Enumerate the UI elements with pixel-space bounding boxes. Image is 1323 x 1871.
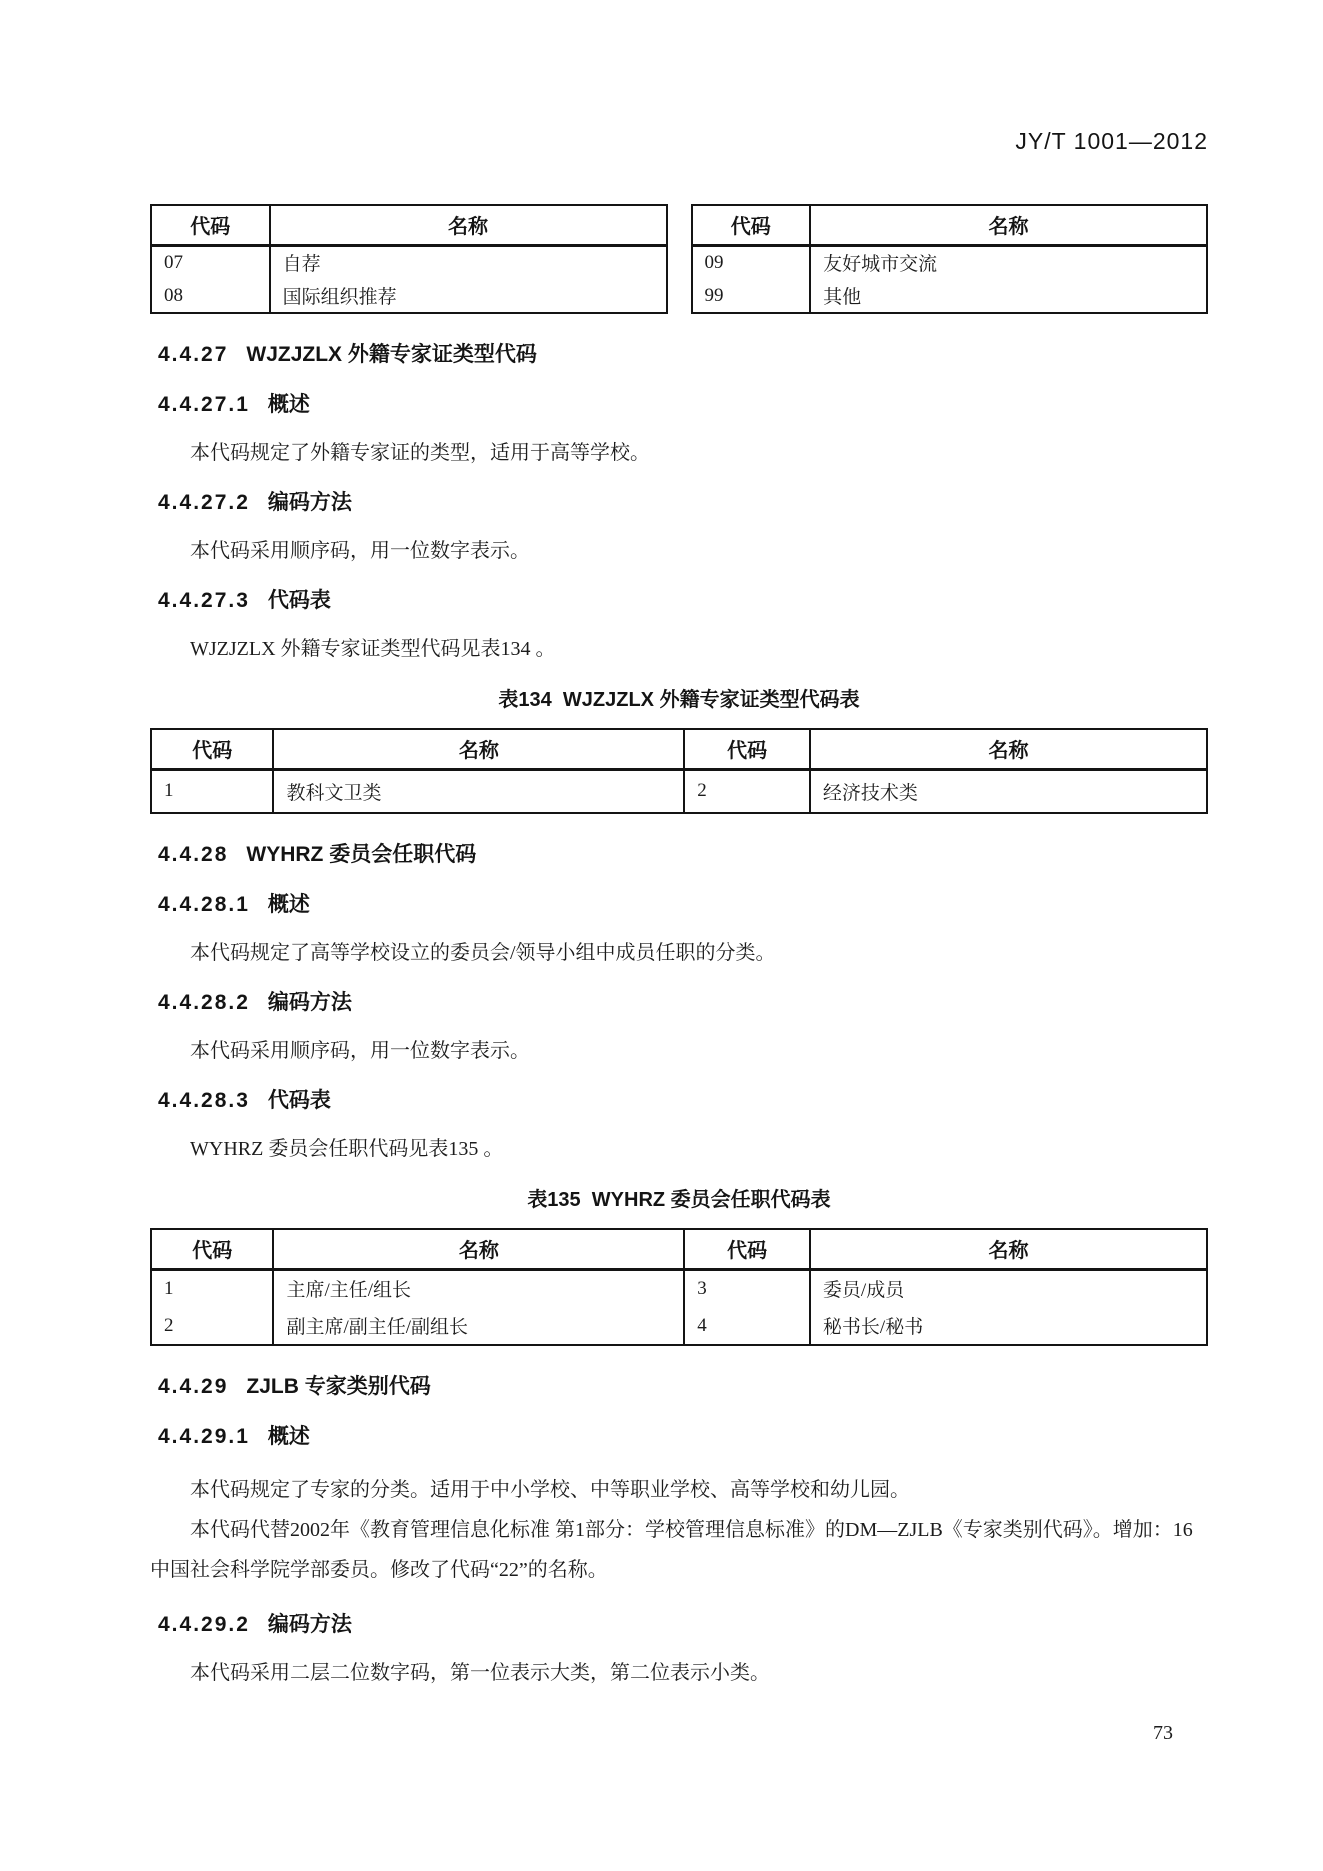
table-row [151, 1269, 1207, 1307]
table-row [151, 769, 1207, 813]
col-header-name: 名称 [273, 729, 684, 769]
table-row [692, 279, 1208, 313]
subsection-title: 代码表 [267, 589, 331, 612]
code-cell: 07 [151, 245, 270, 279]
code-cell: 1 [151, 1269, 273, 1307]
subsection-heading-4-4-28-3 [158, 1086, 1208, 1116]
body-paragraph: WJZJZLX 外籍专家证类型代码见表134 。 [190, 638, 556, 660]
code-cell: 2 [151, 1307, 273, 1345]
subsection-heading-4-4-27-1 [158, 390, 1208, 420]
continuation-table-left-wrap [150, 204, 668, 314]
table-row [151, 279, 667, 313]
code-cell: 08 [151, 279, 270, 313]
table-row [151, 245, 667, 279]
section-heading-4-4-27 [158, 340, 1208, 370]
subsection-number: 4.4.27.2 [158, 491, 250, 514]
name-cell: 教科文卫类 [273, 769, 684, 813]
subsection-heading-4-4-29-1 [158, 1422, 1208, 1452]
table-row [151, 1307, 1207, 1345]
col-header-name: 名称 [270, 205, 667, 245]
section-heading-4-4-28 [158, 840, 1208, 870]
name-cell: 国际组织推荐 [270, 279, 667, 313]
table-header-row [692, 205, 1208, 245]
continuation-tables [150, 204, 1208, 314]
continuation-table-left [150, 204, 668, 314]
table-135-caption: 表135 WYHRZ 委员会任职代码表 [527, 1189, 831, 1211]
body-paragraph: 本代码采用顺序码，用一位数字表示。 [190, 1040, 530, 1062]
col-header-name: 名称 [810, 205, 1207, 245]
body-paragraph: 本代码规定了专家的分类。适用于中小学校、中等职业学校、高等学校和幼儿园。 [190, 1479, 910, 1501]
table-header-row [151, 1229, 1207, 1269]
subsection-number: 4.4.28.3 [158, 1089, 250, 1112]
col-header-code: 代码 [151, 1229, 273, 1269]
subsection-title: 编码方法 [267, 491, 352, 514]
body-paragraph-group [150, 1470, 1208, 1590]
code-cell: 4 [684, 1307, 810, 1345]
continuation-table-right [691, 204, 1209, 314]
subsection-title: 编码方法 [267, 991, 352, 1014]
subsection-title: 概述 [267, 393, 310, 416]
subsection-heading-4-4-28-1 [158, 890, 1208, 920]
code-cell: 99 [692, 279, 811, 313]
subsection-title: 编码方法 [267, 1613, 352, 1636]
subsection-title: 代码表 [267, 1089, 331, 1112]
body-paragraph: 本代码规定了外籍专家证的类型，适用于高等学校。 [190, 442, 650, 464]
name-cell: 经济技术类 [810, 769, 1207, 813]
subsection-number: 4.4.27.1 [158, 393, 250, 416]
page-number: 73 [1153, 1722, 1173, 1744]
table-134-block [150, 686, 1208, 814]
table-row [692, 245, 1208, 279]
section-title: WJZJZLX 外籍专家证类型代码 [246, 343, 537, 366]
col-header-code: 代码 [151, 729, 273, 769]
table-134-caption: 表134 WJZJZLX 外籍专家证类型代码表 [498, 689, 860, 711]
subsection-number: 4.4.29.2 [158, 1613, 250, 1636]
body-paragraph: WYHRZ 委员会任职代码见表135 。 [190, 1138, 504, 1160]
subsection-number: 4.4.29.1 [158, 1425, 250, 1448]
subsection-heading-4-4-27-3 [158, 586, 1208, 616]
name-cell: 主席/主任/组长 [273, 1269, 684, 1307]
table-header-row [151, 729, 1207, 769]
subsection-number: 4.4.28.2 [158, 991, 250, 1014]
table-135 [150, 1228, 1208, 1346]
section-number: 4.4.28 [158, 843, 229, 866]
subsection-number: 4.4.27.3 [158, 589, 250, 612]
subsection-heading-4-4-28-2 [158, 988, 1208, 1018]
name-cell: 秘书长/秘书 [810, 1307, 1207, 1345]
col-header-code: 代码 [151, 205, 270, 245]
col-header-name: 名称 [810, 729, 1207, 769]
section-number: 4.4.27 [158, 343, 229, 366]
col-header-name: 名称 [810, 1229, 1207, 1269]
name-cell: 副主席/副主任/副组长 [273, 1307, 684, 1345]
table-135-block [150, 1186, 1208, 1346]
col-header-code: 代码 [684, 1229, 810, 1269]
code-cell: 1 [151, 769, 273, 813]
subsection-title: 概述 [267, 1425, 310, 1448]
section-title: WYHRZ 委员会任职代码 [246, 843, 477, 866]
subsection-heading-4-4-27-2 [158, 488, 1208, 518]
section-heading-4-4-29 [158, 1372, 1208, 1402]
section-number: 4.4.29 [158, 1375, 229, 1398]
body-paragraph: 本代码采用二层二位数字码，第一位表示大类，第二位表示小类。 [190, 1662, 770, 1684]
name-cell: 委员/成员 [810, 1269, 1207, 1307]
name-cell: 其他 [810, 279, 1207, 313]
table-header-row [151, 205, 667, 245]
subsection-title: 概述 [267, 893, 310, 916]
subsection-heading-4-4-29-2 [158, 1610, 1208, 1640]
col-header-code: 代码 [684, 729, 810, 769]
code-cell: 09 [692, 245, 811, 279]
name-cell: 友好城市交流 [810, 245, 1207, 279]
doc-code-header: JY/T 1001—2012 [1015, 128, 1208, 154]
section-title: ZJLB 专家类别代码 [246, 1375, 431, 1398]
col-header-name: 名称 [273, 1229, 684, 1269]
table-134 [150, 728, 1208, 814]
body-paragraph: 本代码采用顺序码，用一位数字表示。 [190, 540, 530, 562]
continuation-table-right-wrap [691, 204, 1209, 314]
code-cell: 2 [684, 769, 810, 813]
name-cell: 自荐 [270, 245, 667, 279]
body-paragraph: 本代码规定了高等学校设立的委员会/领导小组中成员任职的分类。 [190, 942, 776, 964]
code-cell: 3 [684, 1269, 810, 1307]
col-header-code: 代码 [692, 205, 811, 245]
subsection-number: 4.4.28.1 [158, 893, 250, 916]
body-paragraph: 本代码代替2002年《教育管理信息化标准 第1部分：学校管理信息标准》的DM—ZJLB《专家类别代码》。增加：16 中国社会科学院学部委员。修改了代码“22”的名称。 [150, 1519, 1198, 1581]
